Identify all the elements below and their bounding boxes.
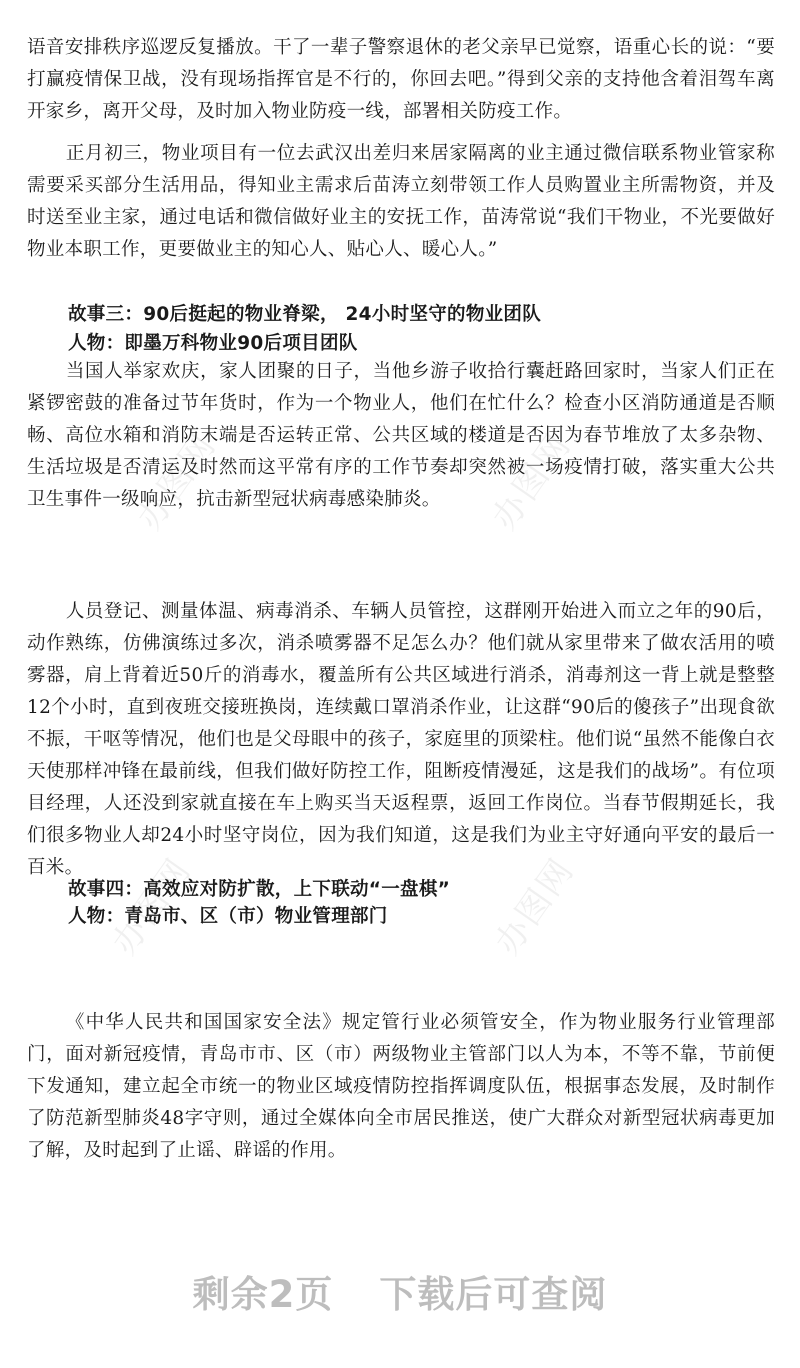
download-to-view-label: 下载后可查阅 (379, 1273, 608, 1316)
paragraph-text: 语音安排秩序巡逻反复播放。干了一辈子警察退休的老父亲早已觉察，语重心长的说：“要打赢疫情保卫战，没有现场指挥官是不行的，你回去吧。”得到父亲的支持他含着泪驾车离开家乡，离开父母，及时加入物业防疫一线，部署相关防疫工作。 (27, 37, 775, 122)
paragraph-story3-intro (27, 356, 775, 516)
watermark: 办图网 (487, 850, 583, 963)
story4-people: 人物：青岛市、区（市）物业管理部门 (68, 906, 388, 927)
story3-people: 人物：即墨万科物业90后项目团队 (68, 333, 358, 354)
watermark: 办图网 (484, 425, 580, 538)
paragraph-text: 人员登记、测量体温、病毒消杀、车辆人员管控，这群刚开始进入而立之年的90后，动作熟练，仿佛演练过多次，消杀喷雾器不足怎么办？他们就从家里带来了做农活用的喷雾器，肩上背着近50斤的消毒水，覆盖所有公共区域进行消杀，消毒剂这一背上就是整整12个小时，直到夜班交接班换岗，连续戴口罩消杀作业，让这群“90后的傻孩子”出现食欲不振，干呕等情况，他们也是父母眼中的孩子，家庭里的顶梁柱。他们说“虽然不能像白衣天使那样冲锋在最前线，但我们做好防控工作，阻断疫情漫延，这是我们的战场”。有位项目经理，人还没到家就直接在车上购买当天返程票，返回工作岗位。当春节假期延长，我们很多物业人却24小时坚守岗位，因为我们知道，这是我们为业主守好通向平安的最后一百米。 (27, 601, 775, 878)
paragraph-text: 当国人举家欢庆，家人团聚的日子，当他乡游子收拾行囊赶路回家时，当家人们正在紧锣密鼓的准备过节年货时，作为一个物业人，他们在忙什么？检查小区消防通道是否顺畅、高位水箱和消防末端是否运转正常、公共区域的楼道是否因为春节堆放了太多杂物、生活垃圾是否清运及时然而这平常有序的工作节奏却突然被一场疫情打破，落实重大公共卫生事件一级响应，抗击新型冠状病毒感染肺炎。 (27, 361, 775, 510)
paragraph-story3-details (27, 596, 775, 884)
paragraph-story2-delivery (27, 138, 775, 266)
paragraph-intro-continued (27, 32, 775, 128)
paragraph-text: 《中华人民共和国国家安全法》规定管行业必须管安全，作为物业服务行业管理部门，面对新冠疫情，青岛市市、区（市）两级物业主管部门以人为本，不等不靠，节前便下发通知，建立起全市统一的物业区域疫情防控指挥调度队伍，根据事态发展，及时制作了防范新型肺炎48字守则，通过全媒体向全市居民推送，使广大群众对新型冠状病毒更加了解，及时起到了止谣、辟谣的作用。 (27, 1012, 775, 1161)
remaining-pages-label: 剩余2页 (192, 1273, 334, 1316)
story4-title: 故事四：高效应对防扩散，上下联动“一盘棋” (68, 879, 451, 900)
paragraph-text: 正月初三，物业项目有一位去武汉出差归来居家隔离的业主通过微信联系物业管家称需要采买部分生活用品，得知业主需求后苗涛立刻带领工作人员购置业主所需物资，并及时送至业主家，通过电话和微信做好业主的安抚工作，苗涛常说“我们干物业，不光要做好物业本职工作，更要做业主的知心人、贴心人、暖心人。” (27, 143, 775, 260)
watermark: 办图网 (129, 425, 225, 538)
story3-title: 故事三：90后挺起的物业脊梁， 24小时坚守的物业团队 (68, 304, 542, 325)
watermark: 办图网 (104, 850, 200, 963)
paragraph-story4-law (27, 1007, 775, 1167)
download-prompt[interactable] (0, 1264, 800, 1318)
